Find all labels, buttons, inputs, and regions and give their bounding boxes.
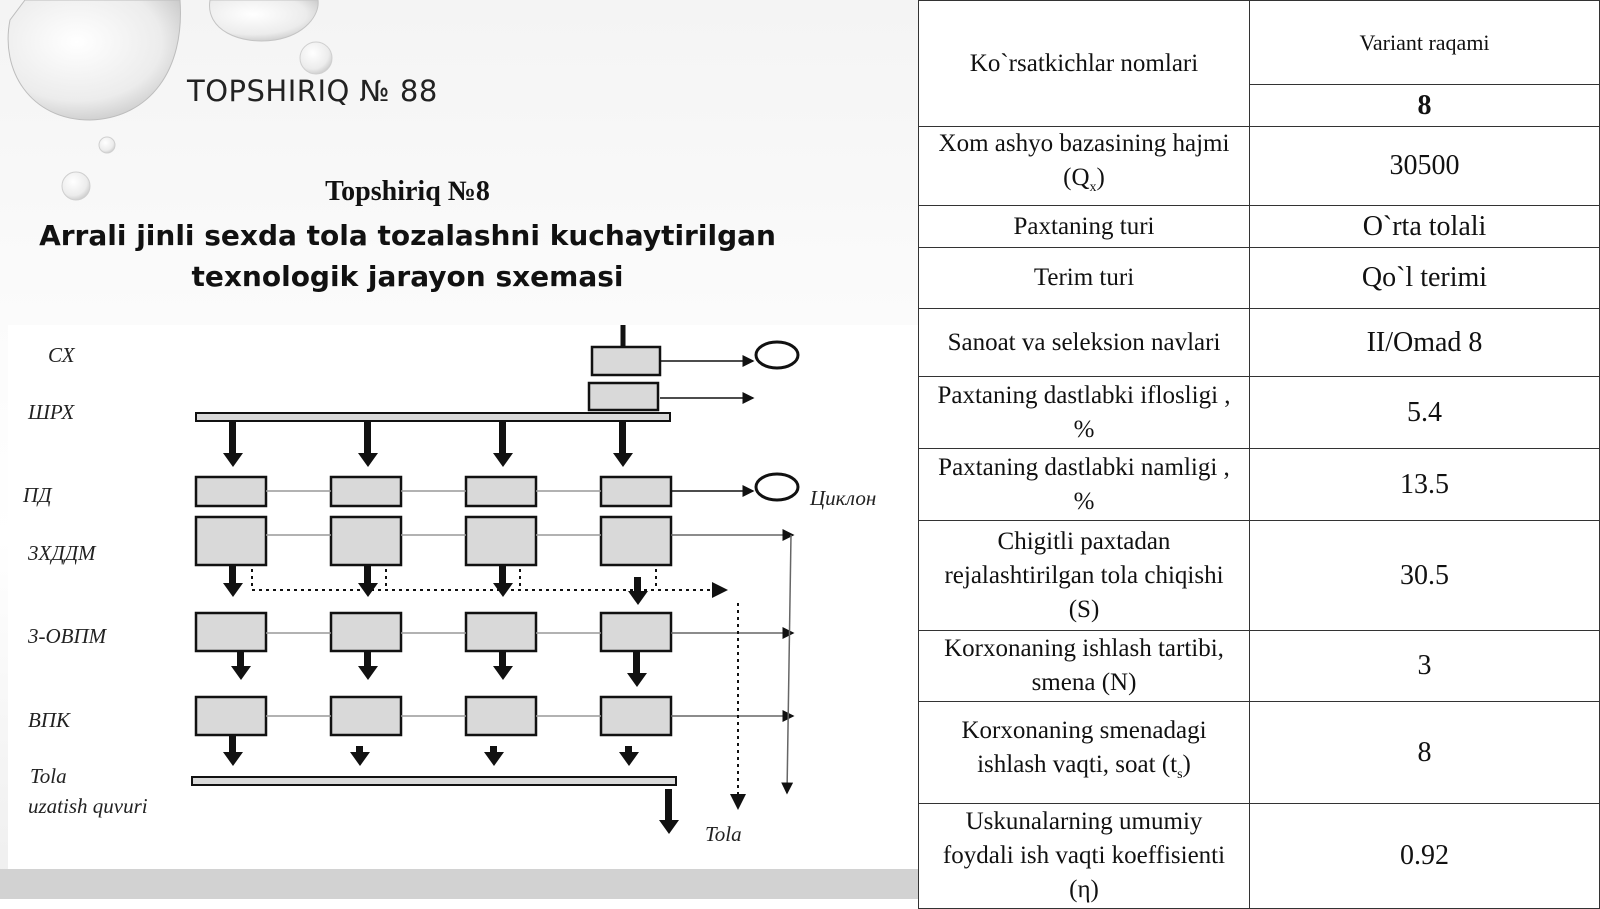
top-drop xyxy=(210,0,319,41)
row-label-planned-fiber-yield: Chigitli paxtadan rejalashtirilgan tola chiqishi (S) xyxy=(919,521,1250,631)
pd-feeder-1 xyxy=(196,477,266,506)
row-label-initial-moisture: Paxtaning dastlabki namligi , % xyxy=(919,449,1250,521)
task-title-line-1: Arrali jinli sexda tola tozalashni kuchaytirilgan xyxy=(39,219,776,252)
row-label-uzatish-quvuri: uzatish quvuri xyxy=(28,794,148,818)
task-number: Topshiriq №8 xyxy=(325,176,490,207)
value-shift-hours: 8 xyxy=(1250,702,1600,804)
tiny-drop xyxy=(99,137,115,153)
value-initial-trash: 5.4 xyxy=(1250,377,1600,449)
pd-feeder-4 xyxy=(601,477,671,506)
slide-bottom-strip xyxy=(0,869,918,899)
value-harvest-type: Qo`l terimi xyxy=(1250,248,1600,309)
value-planned-fiber-yield: 30.5 xyxy=(1250,521,1600,631)
header-indicator-names: Ko`rsatkichlar nomlari xyxy=(919,1,1250,127)
value-work-schedule: 3 xyxy=(1250,631,1600,702)
row-label-sx: СХ xyxy=(48,343,75,367)
cleaner-3-ovpm-2 xyxy=(331,613,401,651)
cyclone-top-icon xyxy=(756,342,798,368)
small-drop xyxy=(300,42,332,74)
sx-separator-box xyxy=(592,347,660,375)
fiber-transport-pipe xyxy=(192,777,676,785)
diagram-background xyxy=(8,325,918,869)
shrx-cleaner-box xyxy=(589,383,658,410)
row-label-equipment-efficiency: Uskunalarning umumiy foydali ish vaqti koeffisienti (η) xyxy=(919,804,1250,909)
pd-feeder-3 xyxy=(466,477,536,506)
row-label-shrx: ШРХ xyxy=(28,400,75,424)
task-title-line-2: texnologik jarayon sxemasi xyxy=(191,260,624,293)
value-cotton-type: O`rta tolali xyxy=(1250,206,1600,248)
row-label-initial-trash: Paxtaning dastlabki iflosligi , % xyxy=(919,377,1250,449)
cleaner-3-ovpm-3 xyxy=(466,613,536,651)
large-drop xyxy=(8,0,180,120)
row-label-varieties: Sanoat va seleksion navlari xyxy=(919,309,1250,377)
variant-number-value: 8 xyxy=(1250,85,1600,127)
slide-header: TOPSHIRIQ № 88 xyxy=(187,74,438,108)
header-variant-number: Variant raqami xyxy=(1250,1,1600,85)
condenser-vpk-2 xyxy=(331,697,401,735)
gin-3xddm-1 xyxy=(196,517,266,565)
parameters-table xyxy=(918,0,1600,909)
row-label-cotton-type: Paxtaning turi xyxy=(919,206,1250,248)
task-title xyxy=(0,215,815,297)
condenser-vpk-4 xyxy=(601,697,671,735)
row-label-3-ovpm: 3-ОВПМ xyxy=(28,624,107,648)
cyclone-icon xyxy=(756,474,798,500)
row-label-work-schedule: Korxonaning ishlash tartibi, smena (N) xyxy=(919,631,1250,702)
cleaner-3-ovpm-1 xyxy=(196,613,266,651)
distribution-pipe xyxy=(196,413,670,421)
cyclone-label: Циклон xyxy=(810,486,877,510)
pd-feeder-2 xyxy=(331,477,401,506)
row-label-tola: Tola xyxy=(30,764,67,788)
row-label-shift-hours: Korxonaning smenadagi ishlash vaqti, soat $(t_s)$ xyxy=(919,702,1250,804)
row-label-3xddm: 3ХДДМ xyxy=(28,541,96,565)
row-label-harvest-type: Terim turi xyxy=(919,248,1250,309)
row-label-pd: ПД xyxy=(23,483,52,507)
condenser-vpk-1 xyxy=(196,697,266,735)
condenser-vpk-3 xyxy=(466,697,536,735)
process-scheme-diagram xyxy=(8,325,918,869)
output-tola-label: Tola xyxy=(705,822,742,846)
value-equipment-efficiency: 0.92 xyxy=(1250,804,1600,909)
gin-3xddm-4 xyxy=(601,517,671,565)
cleaner-3-ovpm-4 xyxy=(601,613,671,651)
row-label-vpk: ВПК xyxy=(28,708,70,732)
gin-3xddm-2 xyxy=(331,517,401,565)
gin-3xddm-3 xyxy=(466,517,536,565)
row-label-raw-base-volume: Xom ashyo bazasining hajmi $(Q_x)$ xyxy=(919,127,1250,206)
value-varieties: II/Omad 8 xyxy=(1250,309,1600,377)
value-raw-base-volume: 30500 xyxy=(1250,127,1600,206)
value-initial-moisture: 13.5 xyxy=(1250,449,1600,521)
